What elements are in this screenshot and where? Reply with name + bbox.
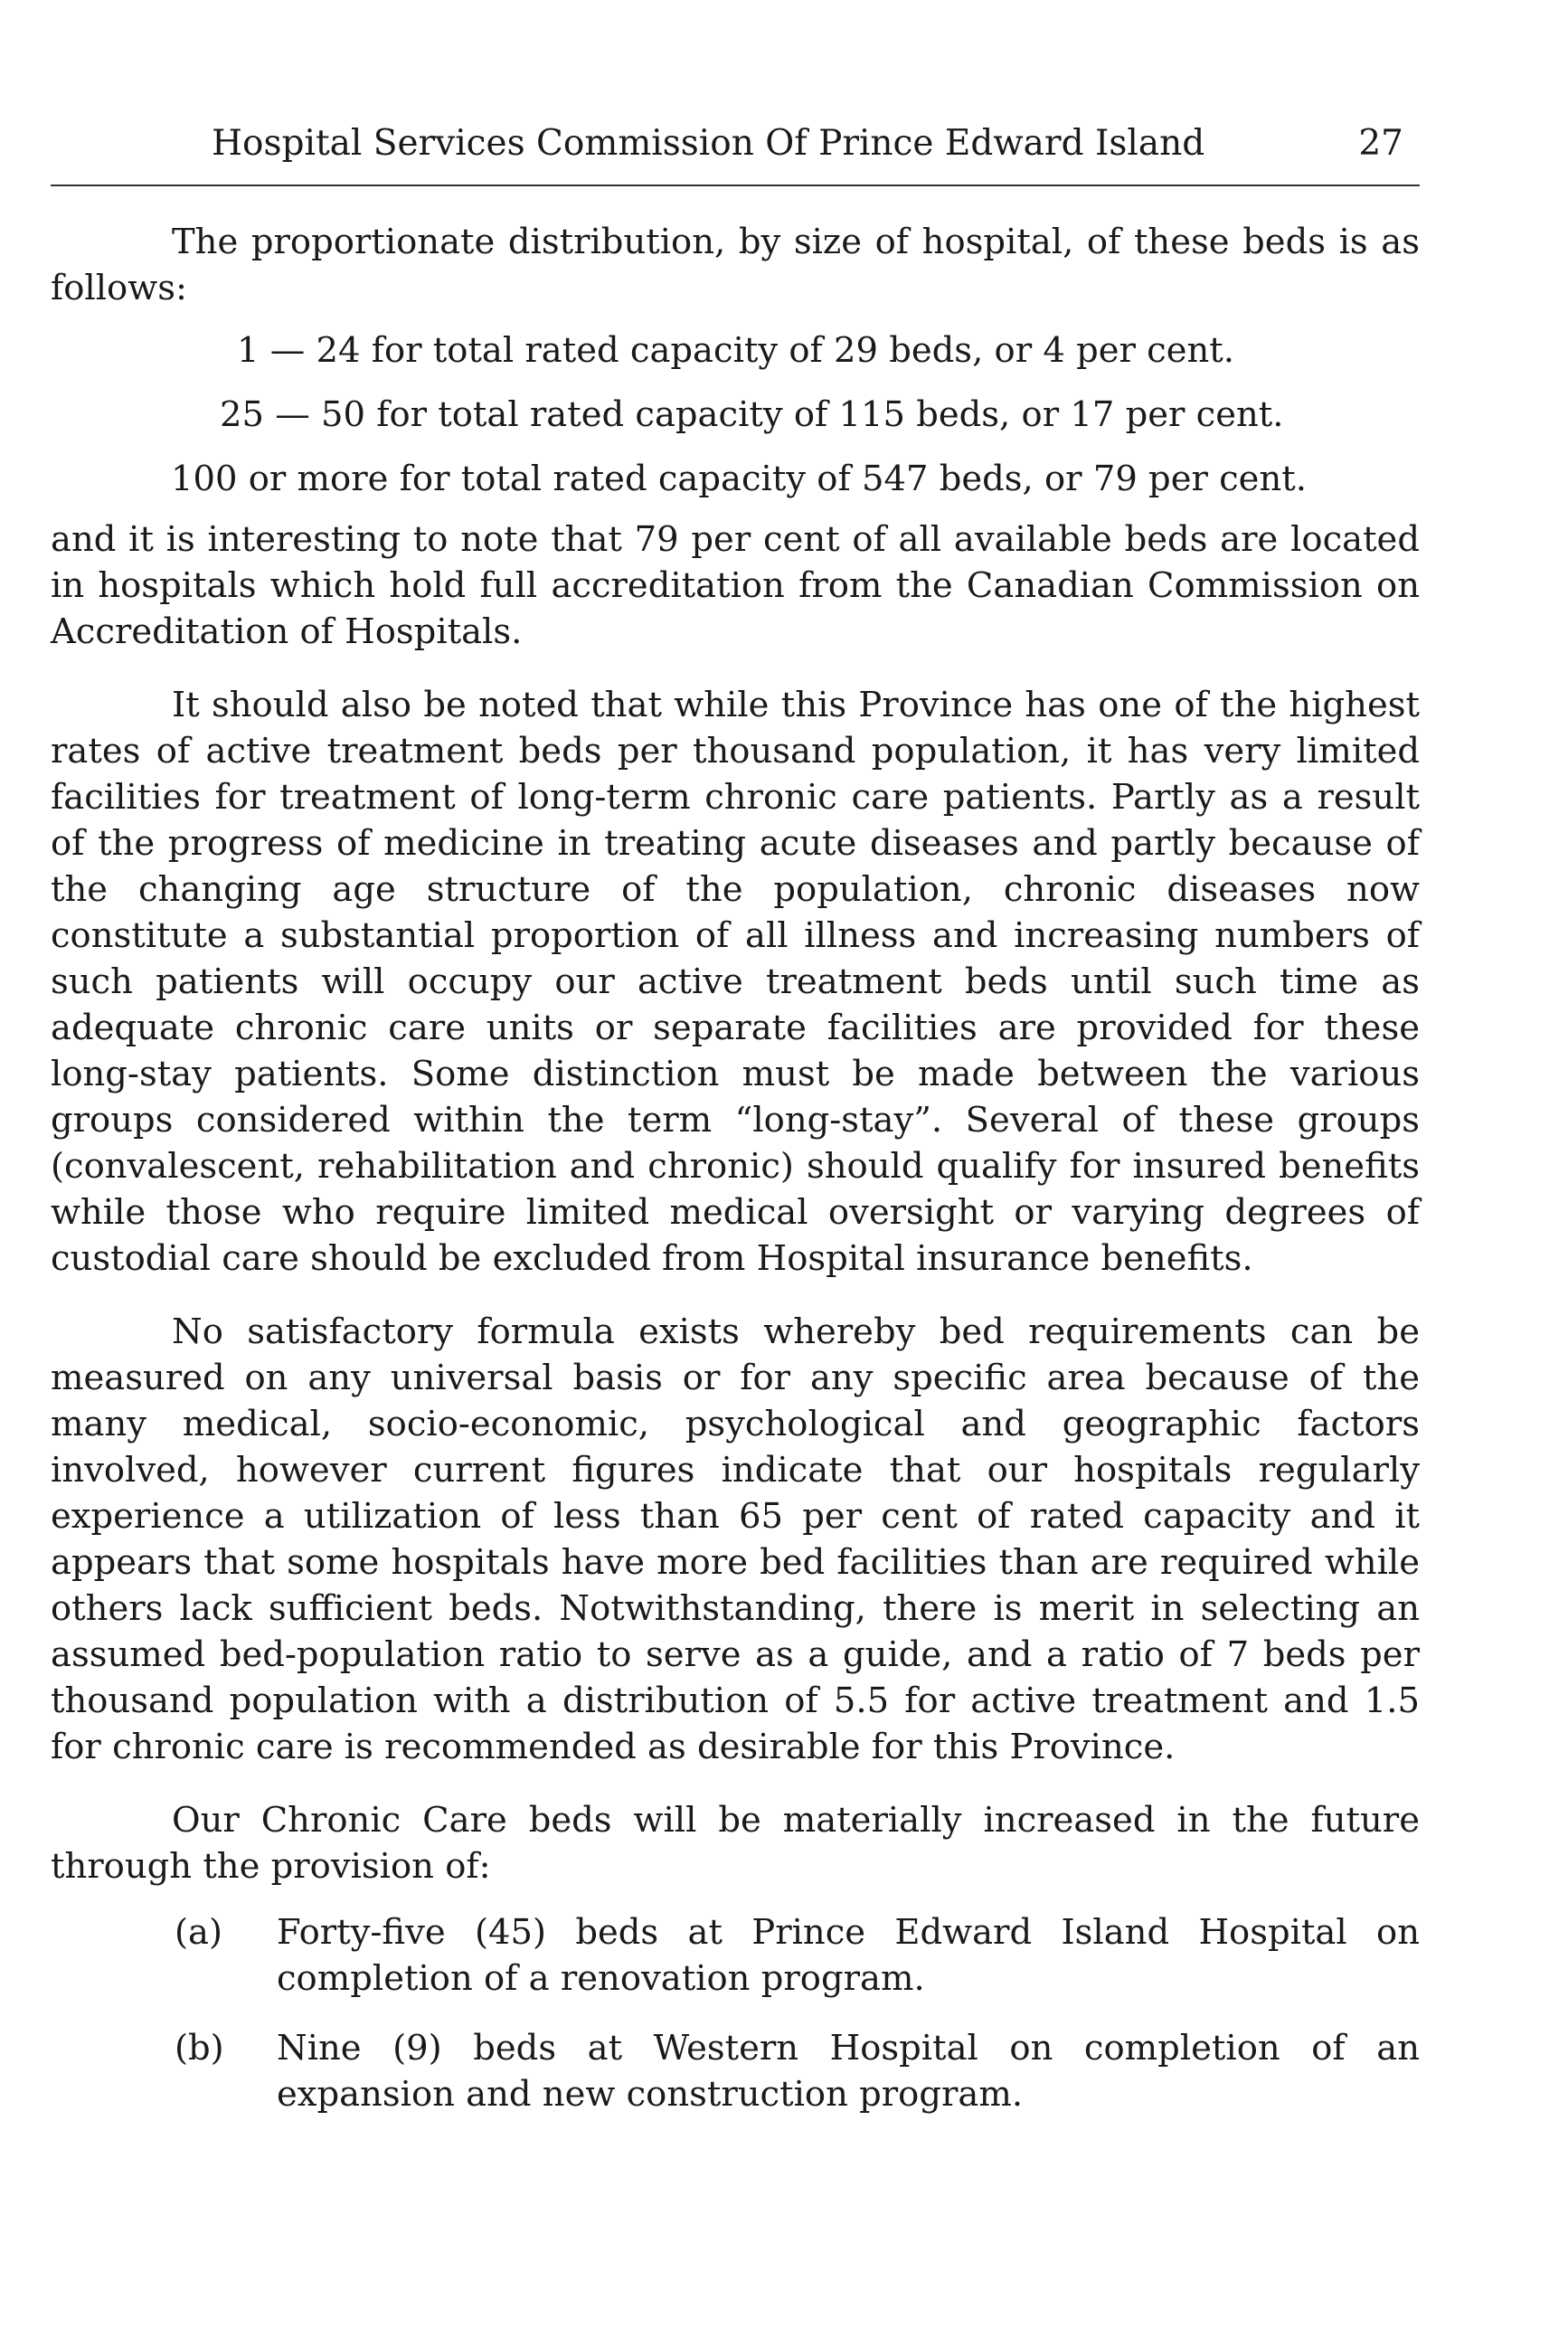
intro-paragraph: The proportionate distribution, by size of hospital, of these beds is as follows: bbox=[51, 222, 1420, 308]
provision-text: Nine (9) beds at Western Hospital on completion of an expansion and new construction program. bbox=[277, 2028, 1420, 2115]
provision-list bbox=[51, 1909, 1420, 2117]
bed-requirements-paragraph: No satisfactory formula exists whereby bed requirements can be measured on any universal basis or for any specific area because of the many medical, socio-economic, psychological and geographic factors involved, however current figures indicate that our hospitals regularly experience a utilization of less than 65 per cent of rated capacity and it appears that some hospitals have more bed facilities than are required while others lack sufficient beds. Notwithstanding, there is merit in selecting an assumed bed-population ratio to serve as a guide, and a ratio of 7 beds per thousand population with a distribution of 5.5 for active treatment and 1.5 for chronic care is recommended as desirable for this Province. bbox=[51, 1311, 1420, 1767]
document-page bbox=[51, 118, 1420, 2141]
provision-text: Forty-five (45) beds at Prince Edward Island Hospital on completion of a renovation program. bbox=[277, 1912, 1420, 1999]
distribution-item: 100 or more for total rated capacity of 547 beds, or 79 per cent. bbox=[171, 459, 1307, 499]
provision-item bbox=[51, 2025, 1420, 2117]
chronic-care-paragraph: It should also be noted that while this Province has one of the highest rates of active treatment beds per thousand population, it has very limited facilities for treatment of long-term chronic care patients. Partly as a result of the progress of medicine in treating acute diseases and partly because of the changing age structure of the population, chronic diseases now constitute a substantial proportion of all illness and increasing numbers of such patients will occupy our active treatment beds until such time as adequate chronic care units or separate facilities are provided for these long-stay patients. Some distinction must be made between the various groups considered within the term “long-stay”. Several of these groups (convalescent, rehabilitation and chronic) should qualify for insured benefits while those who require limited medical oversight or varying degrees of custodial care should be excluded from Hospital insurance benefits. bbox=[51, 685, 1420, 1279]
distribution-item: 25 — 50 for total rated capacity of 115 beds, or 17 per cent. bbox=[220, 394, 1284, 435]
running-header bbox=[51, 118, 1420, 172]
future-increase-paragraph: Our Chronic Care beds will be materially increased in the future through the provision of: bbox=[51, 1800, 1420, 1887]
accreditation-paragraph: and it is interesting to note that 79 per cent of all available beds are located in hospitals which hold full accreditation from the Canadian Commission on Accreditation of Hospitals. bbox=[51, 519, 1420, 652]
body-text bbox=[51, 219, 1420, 2117]
header-title: Hospital Services Commission Of Prince Edward Island bbox=[212, 123, 1205, 164]
provision-marker: (a) bbox=[175, 1912, 222, 1953]
header-rule bbox=[51, 185, 1420, 186]
page-number: 27 bbox=[1358, 123, 1403, 164]
distribution-item: 1 — 24 for total rated capacity of 29 beds, or 4 per cent. bbox=[237, 330, 1235, 371]
distribution-list bbox=[51, 327, 1420, 502]
provision-item bbox=[51, 1909, 1420, 2002]
provision-marker: (b) bbox=[175, 2028, 224, 2069]
